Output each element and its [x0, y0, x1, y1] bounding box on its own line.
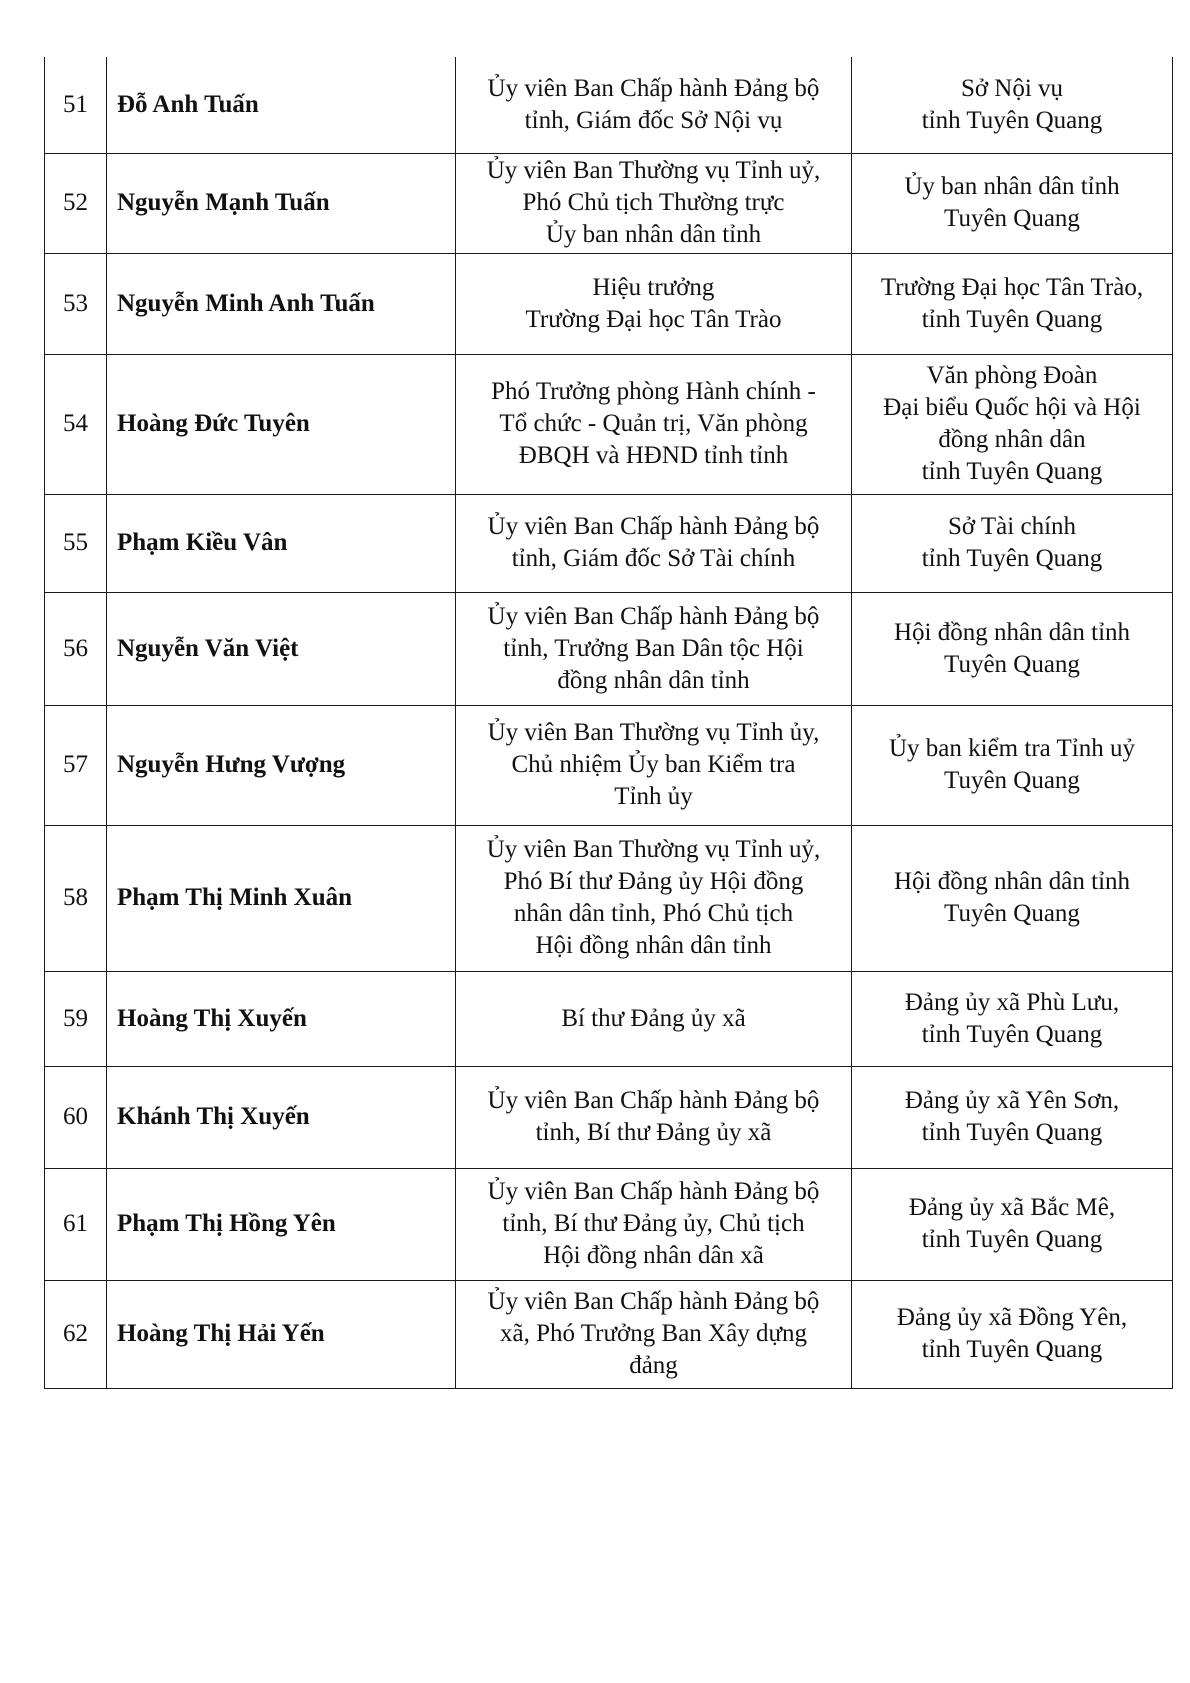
position-line: Trường Đại học Tân Trào [525, 305, 782, 333]
table-row [45, 825, 1173, 971]
position-cell [456, 705, 852, 825]
person-name: Khánh Thị Xuyến [107, 1066, 456, 1168]
row-number: 51 [45, 57, 107, 153]
position-line: Tỉnh ủy [614, 783, 693, 810]
organization-line: tỉnh Tuyên Quang [921, 1226, 1103, 1253]
position-line: Phó Chủ tịch Thường trực [522, 189, 785, 216]
organization-cell [852, 592, 1173, 705]
person-name: Nguyễn Văn Việt [107, 592, 456, 705]
table-row [45, 705, 1173, 825]
organization-line: tỉnh Tuyên Quang [921, 545, 1103, 572]
organization-line: Tuyên Quang [944, 767, 1080, 794]
organization-line: tỉnh Tuyên Quang [921, 1119, 1103, 1146]
position-cell [456, 825, 852, 971]
position-cell [456, 1168, 852, 1280]
position-cell [456, 1280, 852, 1388]
row-number: 55 [45, 494, 107, 592]
organization-line: Ủy ban nhân dân tỉnh [904, 173, 1120, 200]
row-number: 62 [45, 1280, 107, 1388]
organization-cell [852, 1066, 1173, 1168]
position-cell [456, 354, 852, 494]
position-line: Chủ nhiệm Ủy ban Kiểm tra [511, 751, 796, 778]
row-number: 53 [45, 253, 107, 354]
position-cell [456, 153, 852, 253]
organization-line: Tuyên Quang [944, 900, 1080, 927]
table-row [45, 354, 1173, 494]
position-line: Ủy viên Ban Thường vụ Tỉnh uỷ, [486, 157, 821, 184]
organization-line: Đảng ủy xã Yên Sơn, [904, 1087, 1120, 1114]
table-row [45, 494, 1173, 592]
position-cell [456, 57, 852, 153]
organization-line: Trường Đại học Tân Trào, [880, 273, 1144, 301]
table-row [45, 57, 1173, 153]
position-cell [456, 971, 852, 1066]
position-line: Ủy viên Ban Chấp hành Đảng bộ [487, 513, 820, 540]
organization-line: Ủy ban kiểm tra Tỉnh uỷ [888, 735, 1136, 762]
organization-line: tỉnh Tuyên Quang [921, 1020, 1103, 1048]
organization-line: Đảng ủy xã Phù Lưu, [904, 988, 1120, 1016]
position-line: Ủy viên Ban Chấp hành Đảng bộ [487, 74, 820, 102]
organization-cell [852, 57, 1173, 153]
organization-cell [852, 825, 1173, 971]
position-line: Tổ chức - Quản trị, Văn phòng [499, 410, 808, 437]
position-line: Bí thư Đảng ủy xã [561, 1004, 746, 1032]
personnel-table [44, 57, 1173, 1389]
row-number: 61 [45, 1168, 107, 1280]
table-row [45, 1066, 1173, 1168]
position-line: Ủy viên Ban Chấp hành Đảng bộ [487, 1288, 820, 1315]
row-number: 57 [45, 705, 107, 825]
row-number: 52 [45, 153, 107, 253]
position-line: nhân dân tỉnh, Phó Chủ tịch [513, 900, 794, 927]
position-cell [456, 253, 852, 354]
table-row [45, 253, 1173, 354]
organization-cell [852, 354, 1173, 494]
position-line: đồng nhân dân tỉnh [557, 666, 750, 694]
row-number: 59 [45, 971, 107, 1066]
row-number: 56 [45, 592, 107, 705]
position-line: tỉnh, Bí thư Đảng ủy xã [535, 1119, 772, 1146]
organization-cell [852, 153, 1173, 253]
person-name: Đỗ Anh Tuấn [107, 57, 456, 153]
organization-line: Đại biểu Quốc hội và Hội [883, 394, 1141, 421]
organization-line: tỉnh Tuyên Quang [921, 458, 1103, 485]
position-line: Ủy viên Ban Thường vụ Tỉnh uỷ, [486, 836, 821, 863]
person-name: Hoàng Đức Tuyên [107, 354, 456, 494]
organization-cell [852, 253, 1173, 354]
organization-line: tỉnh Tuyên Quang [921, 305, 1103, 333]
organization-line: đồng nhân dân [938, 426, 1086, 453]
organization-line: Hội đồng nhân dân tỉnh [893, 618, 1131, 646]
organization-line: tỉnh Tuyên Quang [921, 106, 1103, 134]
position-line: Ủy viên Ban Chấp hành Đảng bộ [487, 1178, 820, 1205]
person-name: Phạm Thị Hồng Yên [107, 1168, 456, 1280]
person-name: Phạm Thị Minh Xuân [107, 825, 456, 971]
person-name: Nguyễn Minh Anh Tuấn [107, 253, 456, 354]
position-line: Phó Bí thư Đảng ủy Hội đồng [503, 868, 804, 895]
position-line: tỉnh, Giám đốc Sở Nội vụ [524, 106, 783, 134]
person-name: Phạm Kiều Vân [107, 494, 456, 592]
organization-line: Tuyên Quang [944, 650, 1080, 678]
person-name: Nguyễn Mạnh Tuấn [107, 153, 456, 253]
position-line: tỉnh, Giám đốc Sở Tài chính [511, 545, 796, 572]
position-line: ĐBQH và HĐND tỉnh tỉnh [518, 442, 789, 469]
organization-line: Tuyên Quang [944, 205, 1080, 232]
organization-cell [852, 1280, 1173, 1388]
position-line: Ủy viên Ban Thường vụ Tỉnh ủy, [487, 719, 820, 746]
organization-line: Đảng ủy xã Đồng Yên, [896, 1304, 1128, 1331]
position-line: tỉnh, Bí thư Đảng ủy, Chủ tịch [502, 1210, 805, 1237]
row-number: 60 [45, 1066, 107, 1168]
position-line: Hiệu trưởng [592, 273, 715, 301]
position-line: Hội đồng nhân dân xã [543, 1242, 764, 1269]
position-line: tỉnh, Trưởng Ban Dân tộc Hội [503, 634, 804, 662]
position-cell [456, 592, 852, 705]
organization-line: tỉnh Tuyên Quang [921, 1336, 1103, 1363]
personnel-table-body [45, 57, 1173, 1388]
organization-cell [852, 1168, 1173, 1280]
organization-cell [852, 971, 1173, 1066]
row-number: 58 [45, 825, 107, 971]
organization-cell [852, 705, 1173, 825]
position-cell [456, 1066, 852, 1168]
organization-line: Sở Nội vụ [960, 74, 1064, 102]
table-row [45, 153, 1173, 253]
position-line: Hội đồng nhân dân tỉnh [535, 932, 772, 959]
table-row [45, 971, 1173, 1066]
person-name: Hoàng Thị Hải Yến [107, 1280, 456, 1388]
person-name: Nguyễn Hưng Vượng [107, 705, 456, 825]
table-row [45, 1280, 1173, 1388]
row-number: 54 [45, 354, 107, 494]
position-line: xã, Phó Trưởng Ban Xây dựng [499, 1320, 807, 1347]
organization-line: Hội đồng nhân dân tỉnh [893, 868, 1131, 895]
organization-cell [852, 494, 1173, 592]
position-line: Ủy ban nhân dân tỉnh [545, 221, 762, 248]
table-row [45, 592, 1173, 705]
organization-line: Văn phòng Đoàn [926, 362, 1098, 389]
table-row [45, 1168, 1173, 1280]
position-line: đảng [629, 1352, 678, 1379]
position-line: Ủy viên Ban Chấp hành Đảng bộ [487, 602, 820, 630]
person-name: Hoàng Thị Xuyến [107, 971, 456, 1066]
position-cell [456, 494, 852, 592]
organization-line: Đảng ủy xã Bắc Mê, [908, 1194, 1116, 1221]
organization-line: Sở Tài chính [947, 513, 1077, 540]
position-line: Phó Trưởng phòng Hành chính - [491, 378, 816, 405]
position-line: Ủy viên Ban Chấp hành Đảng bộ [487, 1087, 820, 1114]
